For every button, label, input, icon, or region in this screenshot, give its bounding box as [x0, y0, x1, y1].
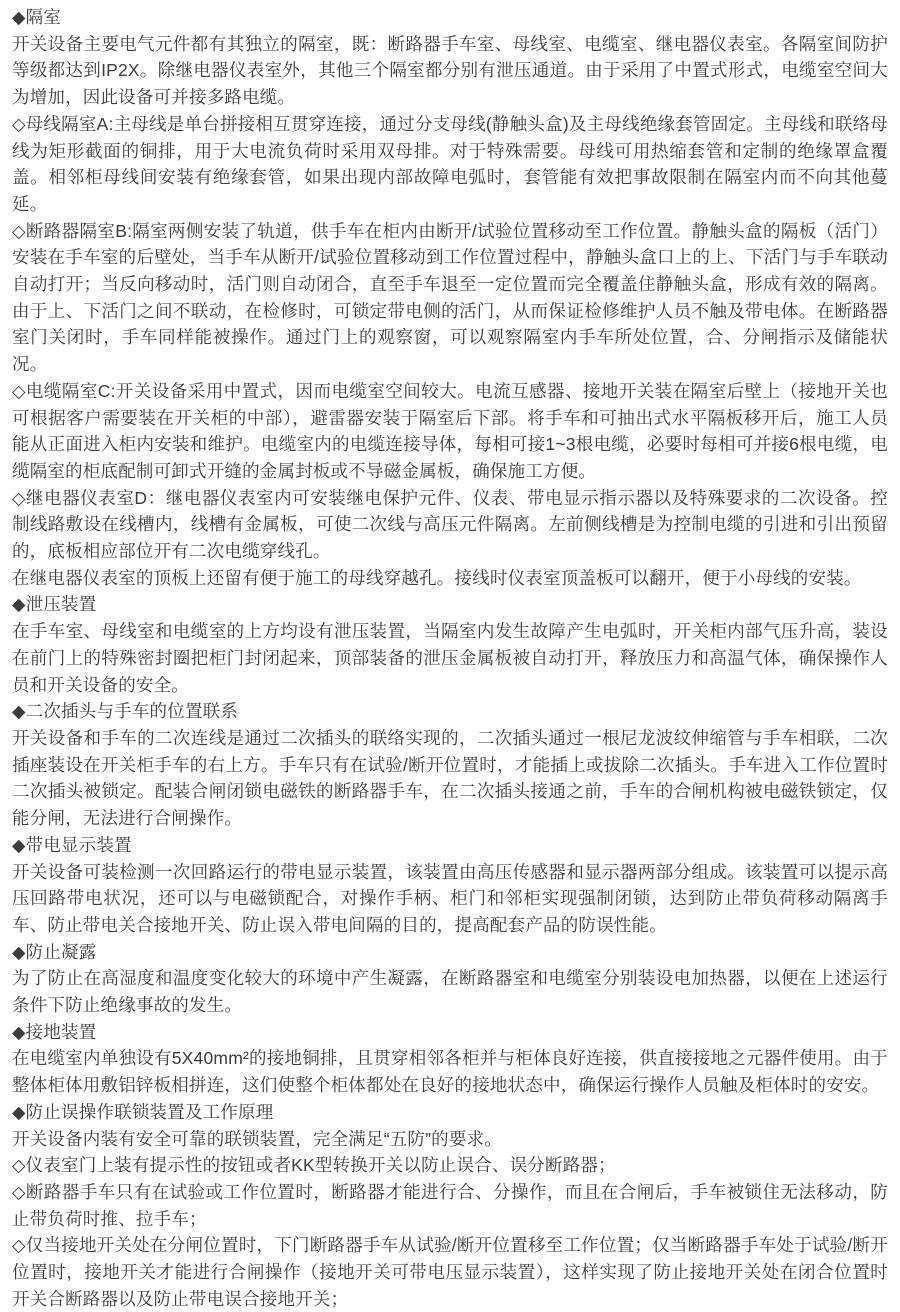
para-interlock-intro: 开关设备内装有安全可靠的联锁装置，完全满足“五防”的要求。: [12, 1128, 502, 1149]
para-condensation-prevention: 为了防止在高湿度和温度变化较大的环境中产生凝露，在断路器室和电缆室分别装设电加热器，以便在上述运行条件下防止绝缘事故的发生。: [12, 968, 888, 1016]
para-breaker-compartment-b: ◇断路器隔室B:隔室两侧安装了轨道，供手车在柜内由断开/试验位置移动至工作位置。静触头盒的隔板（活门）安装在手车室的后壁处，当手车从断开/试验位置移动到工作位置过程中，静触头盒口上的上、下活门与手车联动自动打开；当反向移动时，活门则自动闭合，直至手车退至一定位置而完全覆盖住静触头盒，形成有效的隔离。由于上、下活门之间不联动，在检修时，可锁定带电侧的活门，从而保证检修维护人员不触及带电体。在断路器室门关闭时，手车同样能被操作。通过门上的观察窗，可以观察隔室内手车所处位置，合、分闸指示及储能状况。: [12, 220, 888, 375]
para-busbar-compartment-a: ◇母线隔室A:主母线是单台拼接相互贯穿连接，通过分支母线(静触头盒)及主母线绝缘套管固定。主母线和联络母线为矩形截面的铜排，用于大电流负荷时采用双母排。对于特殊需要。母线可用热缩套管和定制的绝缘罩盒覆盖。相邻柜母线间安装有绝缘套管，如果出现内部故障电弧时，套管能有效把事故限制在隔室内而不向其他蔓延。: [12, 113, 888, 214]
heading-pressure-relief: ◆泄压装置: [12, 594, 97, 615]
para-relay-instrument-compartment-d: ◇继电器仪表室D：继电器仪表室内可安装继电保护元件、仪表、带电显示指示器以及特殊要求的二次设备。控制线路敷设在线槽内，线槽有金属板，可使二次线与高压元件隔离。左前侧线槽是为控制电缆的引进和引出预留的，底板相应部位开有二次电缆穿线孔。: [12, 487, 888, 562]
para-busbar-crossing-hole: 在继电器仪表室的顶板上还留有便于施工的母线穿越孔。接线时仪表室顶盖板可以翻开，便于小母线的安装。: [12, 567, 862, 588]
heading-interlock-device: ◆防止误操作联锁装置及工作原理: [12, 1101, 274, 1122]
para-live-display-device: 开关设备可装检测一次回路运行的带电显示装置，该装置由高压传感器和显示器两部分组成。该装置可以提示高压回路带电状况，还可以与电磁锁配合，对操作手柄、柜门和邻柜实现强制闭锁，达到防止带负荷移动隔离手车、防止带电关合接地开关、防止误入带电间隔的目的，提高配套产品的防误性能。: [12, 861, 888, 935]
para-interlock-item-2: ◇断路器手车只有在试验或工作位置时，断路器才能进行合、分操作，而且在合闸后，手车被锁住无法移动，防止带负荷时推、拉手车；: [12, 1181, 888, 1229]
heading-secondary-plug-position: ◆二次插头与手车的位置联系: [12, 701, 239, 722]
para-pressure-relief: 在手车室、母线室和电缆室的上方均设有泄压装置，当隔室内发生故障产生电弧时，开关柜内部气压升高，装设在前门上的特殊密封圈把柜门封闭起来，顶部装备的泄压金属板被自动打开，释放压力和高温气体，确保操作人员和开关设备的安全。: [12, 621, 888, 695]
heading-grounding-device: ◆接地装置: [12, 1021, 97, 1042]
para-secondary-plug: 开关设备和手车的二次连线是通过二次插头的联络实现的，二次插头通过一根尼龙波纹伸缩管与手车相联，二次插座装设在开关柜手车的右上方。手车只有在试验/断开位置时，才能插上或拔除二次插头。手车进入工作位置时二次插头被锁定。配装合闸闭锁电磁铁的断路器手车，在二次插头接通之前，手车的合闸机构被电磁铁锁定，仅能分闸，无法进行合闸操作。: [12, 727, 888, 829]
para-compartments-intro: 开关设备主要电气元件都有其独立的隔室，既：断路器手车室、母线室、电缆室、继电器仪表室。各隔室间防护等级都达到IP2X。除继电器仪表室外，其他三个隔室都分别有泄压通道。由于采用了中置式形式，电缆室空间大为增加，因此设备可并接多路电缆。: [12, 33, 888, 108]
heading-live-display-device: ◆带电显示装置: [12, 834, 132, 855]
para-interlock-item-3: ◇仅当接地开关处在分闸位置时，下门断路器手车从试验/断开位置移至工作位置；仅当断路器手车处于试验/断开位置时，接地开关才能进行合闸操作（接地开关可带电压显示装置），这样实现了防止接地开关处在闭合位置时开关合断路器以及防止带电误合接地开关；: [12, 1235, 888, 1309]
para-interlock-item-1: ◇仪表室门上装有提示性的按钮或者KK型转换开关以防止误合、误分断路器；: [12, 1155, 616, 1176]
heading-compartments: ◆隔室: [12, 7, 62, 27]
heading-condensation-prevention: ◆防止凝露: [12, 941, 97, 962]
para-cable-compartment-c: ◇电缆隔室C:开关设备采用中置式，因而电缆室空间较大。电流互感器、接地开关装在隔室后壁上（接地开关也可根据客户需要装在开关柜的中部），避雷器安装于隔室后下部。将手车和可抽出式水平隔板移开后，施工人员能从正面进入柜内安装和维护。电缆室内的电缆连接导体，每相可接1~3根电缆，必要时每相可并接6根电缆，电缆隔室的柜底配制可卸式开缝的金属封板或不导磁金属板，确保施工方便。: [12, 380, 888, 481]
para-grounding-device: 在电缆室内单独设有5X40mm²的接地铜排，且贯穿相邻各柜并与柜体良好连接，供直接接地之元器件使用。由于整体柜体用敷铝锌板相拼连，这们使整个柜体都处在良好的接地状态中，确保运行操作人员触及柜体时的安安。: [12, 1048, 888, 1096]
